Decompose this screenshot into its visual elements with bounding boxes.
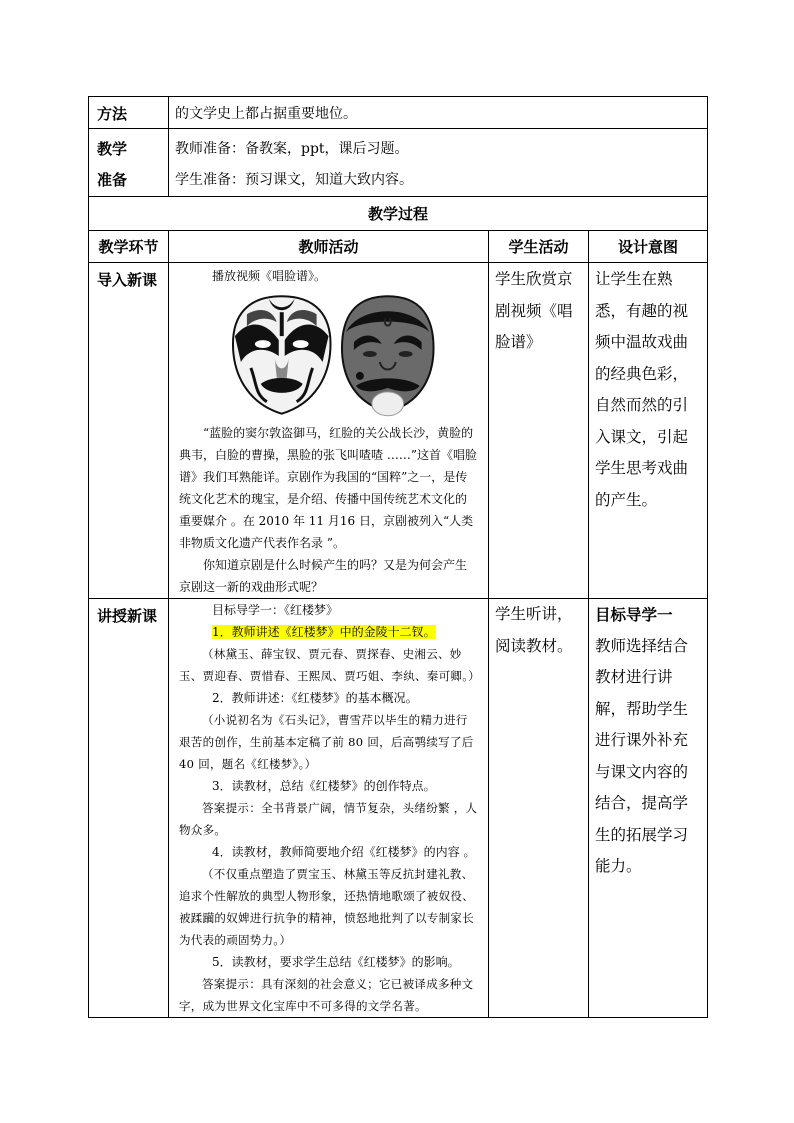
header-stage: 教学环节 bbox=[89, 231, 169, 263]
header-student: 学生活动 bbox=[489, 231, 589, 263]
lecture-stage: 讲授新课 bbox=[89, 599, 169, 1018]
prep-label bbox=[89, 129, 169, 197]
lecture-item-3-answer: 答案提示：全书背景广阔，情节复杂，头绪纷繁 ，人物众多。 bbox=[179, 801, 478, 837]
intro-student: 学生欣赏京剧视频《唱脸谱》 bbox=[489, 263, 589, 599]
lecture-item-2: 2．教师讲述：《红楼梦》的基本概况。 bbox=[212, 691, 418, 705]
lecture-item-1: 1．教师讲述《红楼梦》中的金陵十二钗。 bbox=[212, 625, 436, 639]
lecture-item-1-note: （林黛玉、薛宝钗、贾元春、贾探春、史湘云、妙玉、贾迎春、贾惜春、王熙凤、贾巧姐、李纨、秦可卿。） bbox=[179, 647, 481, 683]
lecture-design bbox=[589, 599, 708, 1018]
student-prep: 学生准备：预习课文，知道大致内容。 bbox=[175, 172, 413, 188]
header-design: 设计意图 bbox=[589, 231, 708, 263]
lecture-goal: 目标导学一：《红楼梦》 bbox=[212, 603, 339, 617]
process-title: 教学过程 bbox=[89, 197, 708, 231]
play-video-text: 播放视频《唱脸谱》。 bbox=[212, 269, 327, 283]
lecture-item-5: 5．读教材，要求学生总结《红楼梦》的影响。 bbox=[212, 955, 460, 969]
lecture-student: 学生听讲，阅读教材。 bbox=[489, 599, 589, 1018]
lecture-design-title: 目标导学一 bbox=[595, 605, 673, 624]
opera-masks bbox=[179, 287, 478, 420]
lecture-design-text: 教师选择结合教材进行讲解，帮助学生进行课外补充与课文内容的结合，提高学生的拓展学习能力。 bbox=[595, 636, 689, 875]
lecture-item-4: 4．读教材，教师简要地介绍《红楼梦》的内容 。 bbox=[212, 845, 476, 859]
teacher-prep: 教师准备：备教案，ppt，课后习题。 bbox=[175, 141, 409, 157]
intro-stage: 导入新课 bbox=[89, 263, 169, 599]
prep-label-1: 教学 bbox=[97, 140, 128, 158]
prep-label-2: 准备 bbox=[97, 171, 128, 189]
prep-text bbox=[169, 129, 708, 197]
lecture-item-4-note: （不仅重点塑造了贾宝玉、林黛玉等反抗封建礼教、追求个性解放的典型人物形象，还热情地歌颂了被奴役、被蹂躏的奴婢进行抗争的精神，愤怒地批判了以专制家长为代表的顽固势力。） bbox=[179, 867, 474, 947]
opera-mask-dark-image bbox=[336, 292, 440, 420]
header-teacher: 教师活动 bbox=[169, 231, 489, 263]
intro-teacher bbox=[169, 263, 489, 599]
lecture-item-2-note: （小说初名为《石头记》，曹雪芹以毕生的精力进行艰苦的创作，生前基本定稿了前 80 回，后高鹗续写了后 40 回，题名《红楼梦》。） bbox=[179, 713, 474, 771]
intro-design: 让学生在熟悉，有趣的视频中温故戏曲的经典色彩，自然而然的引入课文，引起学生思考戏曲的产生。 bbox=[589, 263, 708, 599]
method-label: 方法 bbox=[89, 97, 169, 129]
lecture-item-3: 3．读教材，总结《红楼梦》的创作特点。 bbox=[212, 779, 436, 793]
lecture-teacher bbox=[169, 599, 489, 1018]
lesson-plan-table bbox=[88, 96, 708, 1018]
method-text: 的文学史上都占据重要地位。 bbox=[169, 97, 708, 129]
lecture-item-5-answer: 答案提示：具有深刻的社会意义；它已被译成多种文字，成为世界文化宝库中不可多得的文学名著。 bbox=[179, 977, 474, 1013]
intro-paragraph-1: “蓝脸的窦尔敦盗御马，红脸的关公战长沙，黄脸的典韦，白脸的曹操，黑脸的张飞叫喳喳 ……”这首《唱脸谱》我们耳熟能详。京剧作为我国的“国粹”之一，是传统文化艺术的瑰宝，是介绍、传播中国传统艺术文化的重要媒介 。在 2010 年 11 月16 日，京剧被列入“人类非物质文化遗产代表作名录 ”。 bbox=[179, 426, 477, 550]
opera-mask-white-image bbox=[227, 292, 336, 418]
intro-paragraph-2: 你知道京剧是什么时候产生的吗？又是为何会产生京剧这一新的戏曲形式呢？ bbox=[179, 558, 468, 594]
